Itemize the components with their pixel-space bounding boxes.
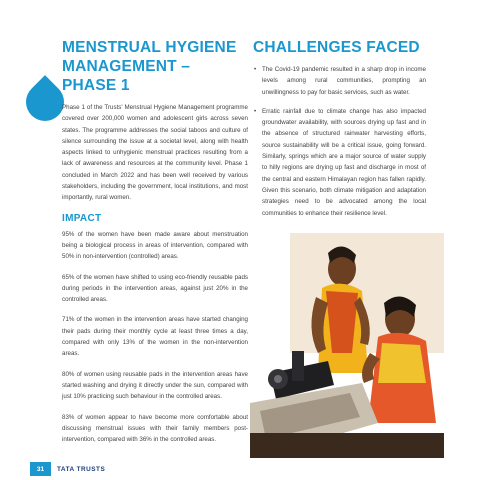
intro-paragraph: Phase 1 of the Trusts' Menstrual Hygiene Management programme covered over 200,000 women and adolescent girls across seven states. The programme addresses the social taboos and culture of silence surrounding the issue at a societal level, along with health aspects linked to unhygienic menstrual practices resulting from a lack of awareness and resources at the community level. Phase 1 concluded in March 2022 and has been well received by various stakeholders, including the government, local institutions, and most importantly, rural women. xyxy=(62,104,248,202)
section-title-line2: MANAGEMENT – PHASE 1 xyxy=(62,58,191,94)
challenge-item: • The Covid-19 pandemic resulted in a sharp drop in income levels among rural communities, prompting an unwillingness to pay for basic services, such as water. xyxy=(262,64,426,98)
brand-name: TATA TRUSTS xyxy=(57,465,106,473)
right-column xyxy=(253,38,426,227)
impact-paragraph: 95% of the women have been made aware about menstruation being a biological process in areas of intervention, compared with 50% in non-intervention (controlled) areas. xyxy=(62,230,248,261)
women-sewing-photo xyxy=(250,233,444,458)
challenges-title: CHALLENGES FACED xyxy=(253,39,420,56)
impact-heading: IMPACT xyxy=(62,212,102,224)
section-title xyxy=(62,38,248,95)
impact-paragraph: 83% of women appear to have become more comfortable about discussing menstrual issues with their family members post-intervention, compared with 36% in the controlled areas. xyxy=(62,413,248,444)
page-footer xyxy=(30,462,105,476)
left-column xyxy=(62,38,248,454)
page-number: 31 xyxy=(30,462,51,476)
challenges-list xyxy=(253,64,426,219)
photo-illustration xyxy=(250,233,444,458)
section-title-line1: MENSTRUAL HYGIENE xyxy=(62,39,237,56)
impact-paragraph: 71% of the women in the intervention areas have started changing their pads during their monthly cycle at least three times a day, compared with only 13% of the women in the non-intervention areas. xyxy=(62,316,248,358)
impact-paragraph: 65% of the women have shifted to using eco-friendly reusable pads during periods in the intervention areas, against just 20% in the controlled areas. xyxy=(62,273,248,304)
challenge-item: • Erratic rainfall due to climate change has also impacted groundwater availability, with sources drying up fast and in the absence of structured rainwater harvesting efforts, source sustainability will be a critical issue, going forward. Similarly, springs which are a major source of water supply to hilly regions are drying up fast and discharge in most of the central and eastern Himalayan region has fallen rapidly. Given this scenario, both climate mitigation and adaptation strategies need to be advocated among the local communities to enhance their resilience level. xyxy=(262,106,426,219)
impact-paragraph: 80% of women using reusable pads in the intervention areas have started washing and drying it directly under the sun, compared with just 10% practicing such behaviour in the controlled areas. xyxy=(62,370,248,401)
